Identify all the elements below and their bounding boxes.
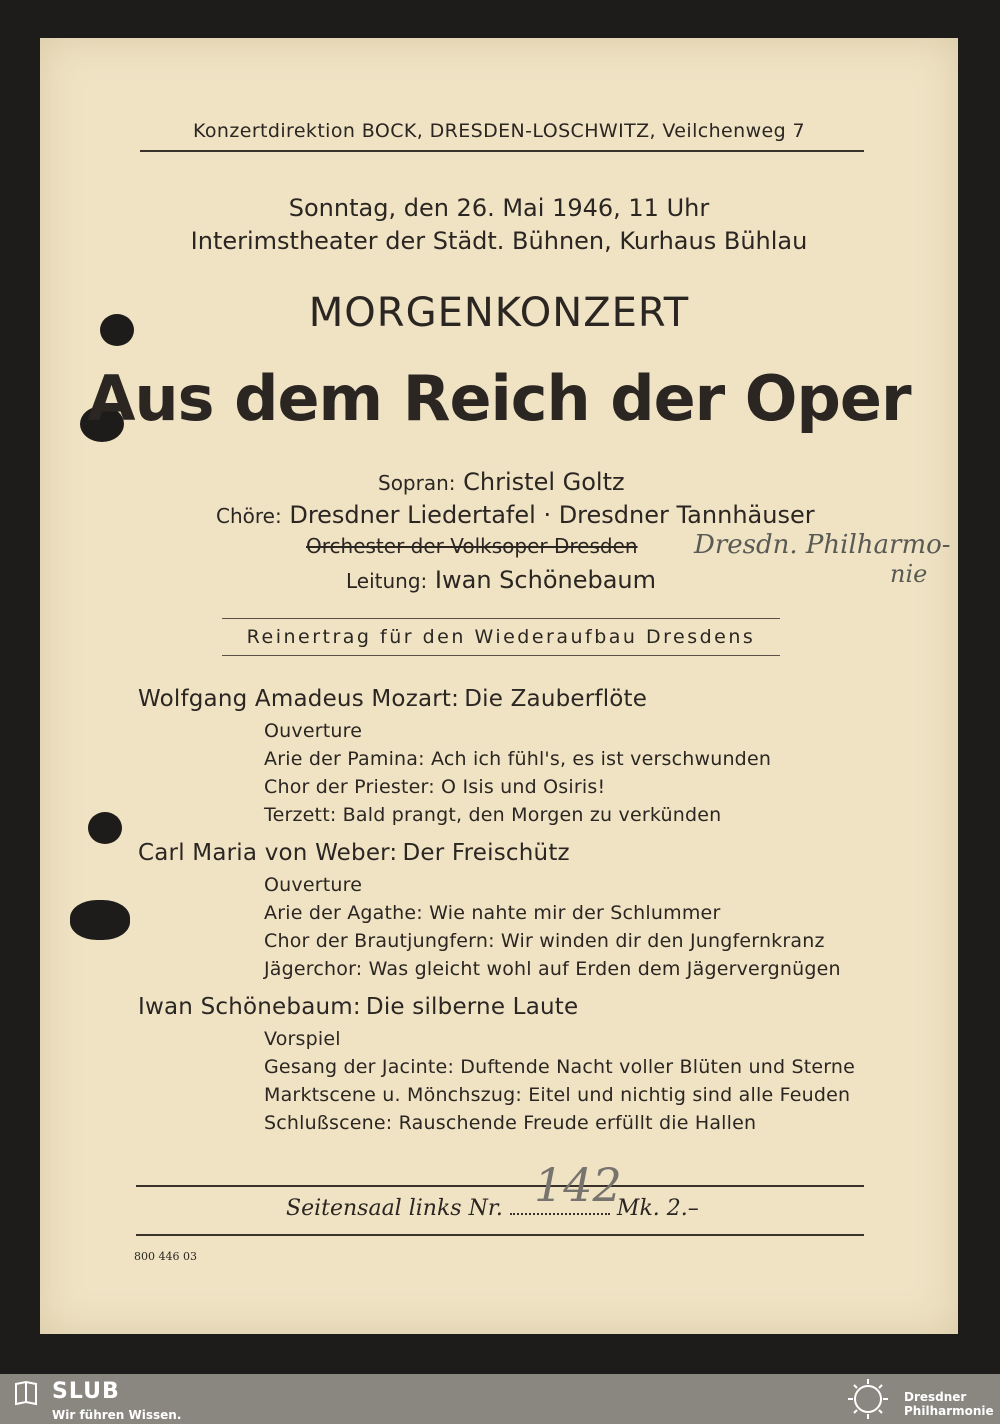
composer-name: Wolfgang Amadeus Mozart: [138,686,460,712]
performer-conductor [346,566,656,594]
ticket-nr-label: Nr. [468,1196,503,1221]
benefit-rule-top [222,618,780,619]
orchestra-handwritten-cont: nie [890,560,928,588]
work-title: Die Zauberflöte [464,686,648,712]
event-title: Aus dem Reich der Oper [87,362,911,435]
benefit-rule-bottom [222,655,780,656]
event-date: Sonntag, den 26. Mai 1946, 11 Uhr [288,194,710,222]
ticket-number-handwritten: 142 [534,1158,622,1212]
punch-hole [70,900,130,940]
program-item: Chor der Brautjungfern: Wir winden dir den Jungfernkranz [264,930,825,952]
footer-bar [0,1374,1000,1424]
choirs-names: Dresdner Liedertafel · Dresdner Tannhäuser [289,501,815,529]
program-item: Arie der Pamina: Ach ich fühl's, es ist verschwunden [264,748,772,770]
orchestra-handwritten: Dresdn. Philharmo- [694,530,951,560]
work-title: Die silberne Laute [365,994,579,1020]
program-item: Arie der Agathe: Wie nahte mir der Schlummer [264,902,721,924]
program-composer-2 [138,840,570,866]
program-composer-3 [138,994,578,1020]
program-item: Jägerchor: Was gleicht wohl auf Erden dem Jägervergnügen [264,958,841,980]
print-code: 800 446 03 [134,1250,197,1263]
philharmonie-logo-icon [844,1378,892,1420]
performer-choirs [216,501,815,529]
benefit-note: Reinertrag für den Wiederaufbau Dresdens [246,626,756,648]
conductor-label: Leitung: [346,569,428,593]
program-item: Marktscene u. Mönchszug: Eitel und nichtig sind alle Feuden [264,1084,851,1106]
slub-logo-icon [12,1380,40,1408]
ticket-rule-bottom [136,1234,864,1236]
program-item: Vorspiel [264,1028,341,1050]
punch-hole [88,812,122,844]
header-rule [140,150,864,152]
program-composer-1 [138,686,647,712]
program-item: Terzett: Bald prangt, den Morgen zu verkünden [264,804,722,826]
agency-header: Konzertdirektion BOCK, DRESDEN-LOSCHWITZ, Veilchenweg 7 [192,120,805,142]
program-item: Gesang der Jacinte: Duftende Nacht voller Blüten und Sterne [264,1056,856,1078]
philharmonie-line2: Philharmonie [904,1404,994,1418]
event-type: MORGENKONZERT [308,290,690,336]
slub-name: SLUB [52,1379,120,1404]
event-venue: Interimstheater der Städt. Bühnen, Kurhaus Bühlau [190,227,808,255]
composer-name: Iwan Schönebaum: [138,994,361,1020]
ticket-dots [510,1213,610,1215]
soprano-name: Christel Goltz [463,468,625,496]
conductor-name: Iwan Schönebaum [434,566,657,594]
ticket-rule-top [136,1185,864,1187]
program-item: Chor der Priester: O Isis und Osiris! [264,776,606,798]
work-title: Der Freischütz [402,840,570,866]
choirs-label: Chöre: [216,504,282,528]
ticket-section: Seitensaal links [286,1196,462,1221]
orchestra-struck: Orchester der Volksoper Dresden [306,534,638,558]
program-item: Ouverture [264,720,363,742]
composer-name: Carl Maria von Weber: [138,840,398,866]
program-item: Schlußscene: Rauschende Freude erfüllt die Hallen [264,1112,757,1134]
philharmonie-line1: Dresdner [904,1390,967,1404]
program-item: Ouverture [264,874,363,896]
ticket-price: Mk. 2.– [616,1196,699,1221]
soprano-label: Sopran: [378,471,456,495]
performer-soprano [378,468,625,496]
slub-tagline: Wir führen Wissen. [52,1408,182,1422]
ticket-line [286,1196,699,1221]
